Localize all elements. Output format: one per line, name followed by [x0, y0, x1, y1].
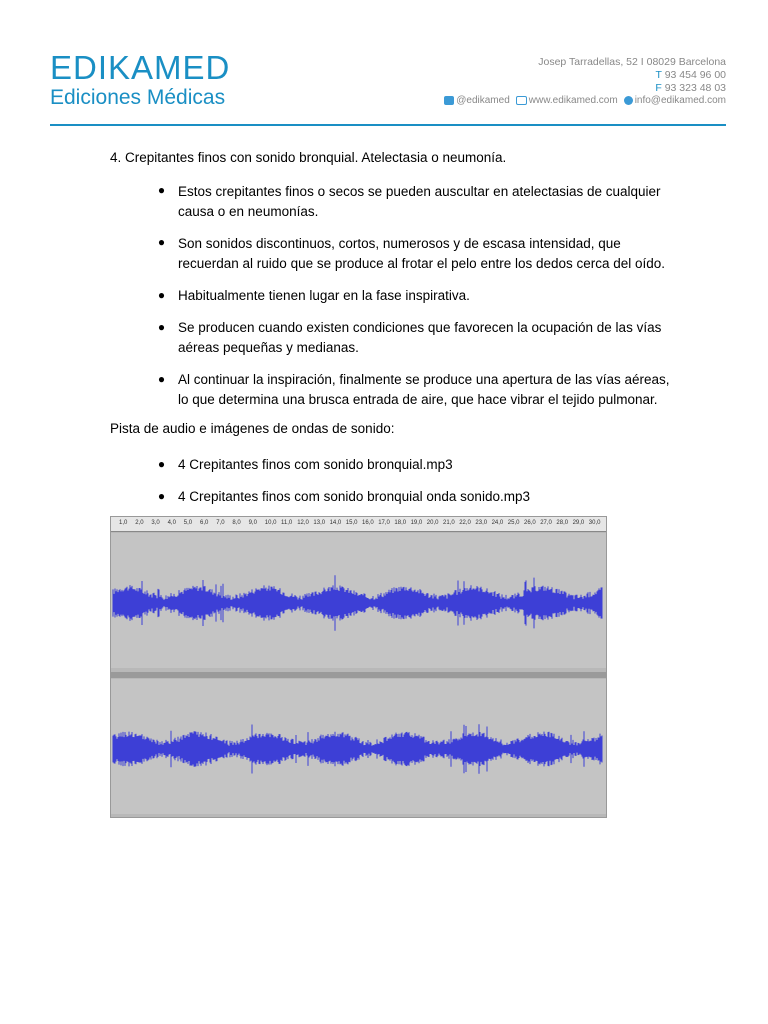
email-icon	[624, 96, 633, 105]
ruler-label: 29,0	[572, 520, 585, 526]
ruler-label: 28,0	[556, 520, 569, 526]
ruler-label: 30,0	[588, 520, 601, 526]
waveform-bottom	[111, 679, 606, 814]
time-ruler	[111, 517, 606, 532]
bullet-icon: ●	[157, 489, 166, 503]
bullet-item: Son sonidos discontinuos, cortos, numerosos y de escasa intensidad, que recuerdan al ruido que se produce al frotar el pelo entre los dedos cerca del oído.	[178, 236, 666, 271]
audio-heading: Pista de audio e imágenes de ondas de sonido:	[110, 421, 395, 436]
bullet-item: Habitualmente tienen lugar en la fase inspirativa.	[178, 288, 470, 303]
bullet-icon: ●	[157, 372, 166, 386]
ruler-label: 22,0	[459, 520, 471, 526]
ruler-label: 20,0	[426, 520, 439, 526]
ruler-label: 24,0	[491, 520, 504, 526]
ruler-label: 16,0	[362, 520, 374, 526]
bullet-item: Se producen cuando existen condiciones que favorecen la ocupación de las vías aéreas pequeñas y medianas.	[178, 320, 662, 355]
twitter-link[interactable]: @edikamed	[444, 95, 510, 106]
ruler-label: 1,0	[119, 520, 128, 526]
track-separator	[111, 672, 606, 678]
waveform-path	[113, 575, 602, 631]
contact-block	[538, 56, 726, 95]
ruler-label: 12,0	[297, 520, 309, 526]
ruler-label: 13,0	[313, 520, 326, 526]
monitor-icon	[516, 96, 527, 105]
audio-file-link[interactable]: 4 Crepitantes finos com sonido bronquial onda sonido.mp3	[178, 489, 530, 504]
ruler-label: 27,0	[540, 520, 552, 526]
ruler-label: 3,0	[151, 520, 160, 526]
ruler-label: 2,0	[135, 520, 144, 526]
phone-prefix: T	[655, 69, 662, 81]
waveform-top	[111, 533, 606, 668]
fax: 93 323 48 03	[664, 82, 726, 94]
audio-track-bottom	[111, 679, 606, 814]
ruler-label: 6,0	[200, 520, 209, 526]
brand-subtitle: Ediciones Médicas	[50, 86, 226, 109]
ruler-label: 9,0	[248, 520, 257, 526]
header-divider	[50, 124, 726, 126]
website-link[interactable]: www.edikamed.com	[516, 95, 618, 106]
fax-prefix: F	[655, 82, 662, 94]
ruler-label: 26,0	[524, 520, 536, 526]
ruler-label: 15,0	[345, 520, 358, 526]
ruler-label: 21,0	[443, 520, 455, 526]
ruler-label: 10,0	[264, 520, 277, 526]
waveform-path	[113, 724, 602, 774]
ruler-label: 7,0	[216, 520, 225, 526]
contact-links	[444, 95, 726, 106]
ruler-label: 5,0	[183, 520, 193, 526]
audio-track-top	[111, 533, 606, 668]
fax-line	[538, 82, 726, 95]
email-link[interactable]: info@edikamed.com	[624, 95, 726, 106]
ruler-label: 8,0	[232, 520, 241, 526]
bullet-item: Estos crepitantes finos o secos se pueden auscultar en atelectasias de cualquier causa o en neumonías.	[178, 184, 661, 219]
ruler-label: 23,0	[475, 520, 488, 526]
audio-file-link[interactable]: 4 Crepitantes finos com sonido bronquial.mp3	[178, 457, 453, 472]
ruler-label: 4,0	[167, 520, 176, 526]
section-heading: 4. Crepitantes finos con sonido bronquial. Atelectasia o neumonía.	[110, 150, 507, 165]
bullet-item: Al continuar la inspiración, finalmente se produce una apertura de las vías aéreas, lo que determina una brusca entrada de aire, que hace vibrar el tejido pulmonar.	[178, 372, 670, 407]
address: Josep Tarradellas, 52 I 08029 Barcelona	[538, 56, 726, 68]
bullet-icon: ●	[157, 457, 166, 471]
bullet-icon: ●	[157, 320, 166, 334]
brand-logo: EDIKAMED	[50, 49, 231, 86]
ruler-label: 25,0	[507, 520, 520, 526]
ruler-label: 18,0	[394, 520, 407, 526]
ruler-label: 14,0	[329, 520, 342, 526]
waveform-image	[110, 516, 607, 818]
ruler-label: 17,0	[378, 520, 390, 526]
phone-line	[538, 69, 726, 82]
twitter-icon	[444, 96, 454, 105]
phone: 93 454 96 00	[664, 69, 726, 81]
bullet-icon: ●	[157, 288, 166, 302]
ruler-label: 11,0	[281, 520, 293, 526]
bullet-icon: ●	[157, 183, 166, 197]
ruler-label: 19,0	[410, 520, 423, 526]
bullet-icon: ●	[157, 235, 166, 249]
